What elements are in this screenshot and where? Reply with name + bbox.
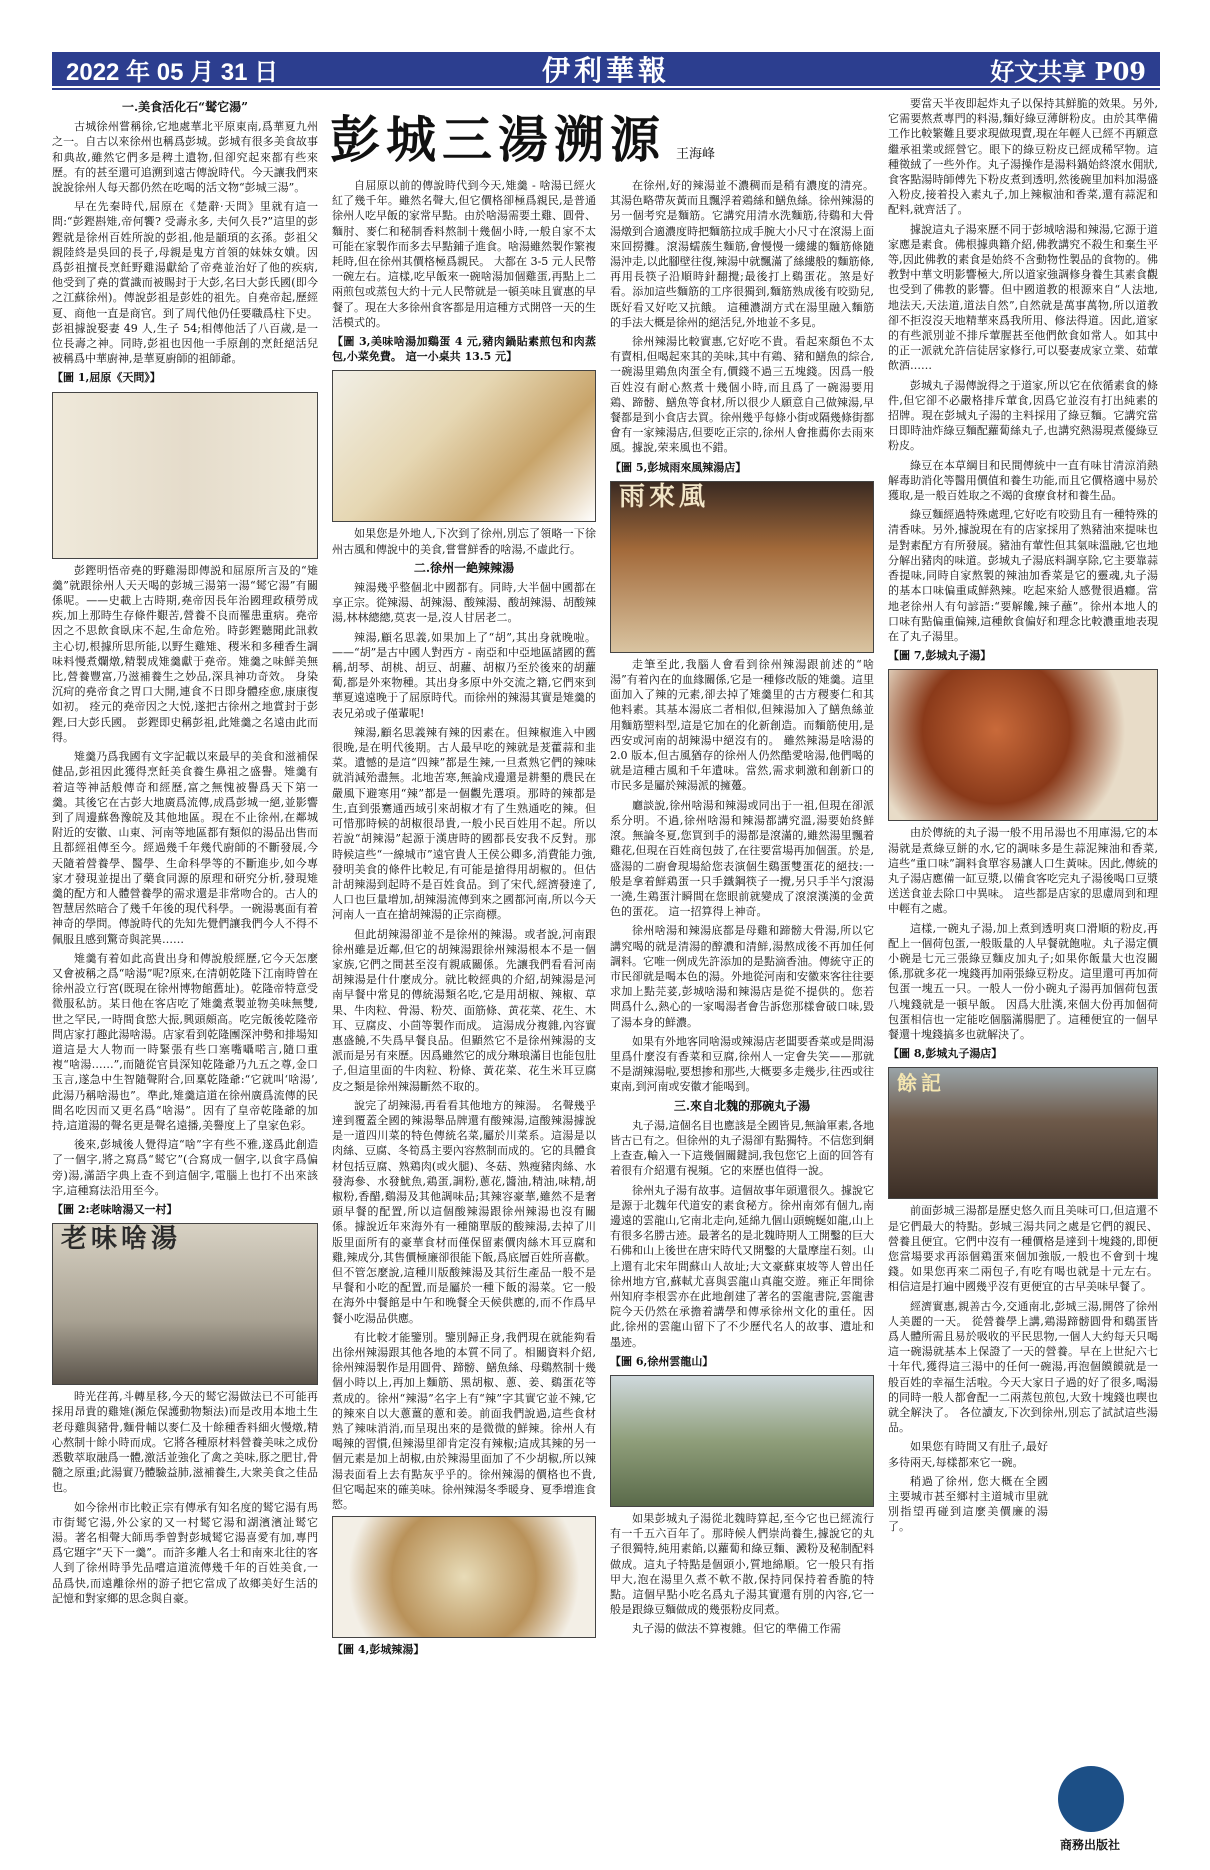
paragraph: 彭城丸子湯傳說得之于道家,所以它在依循素食的條件,但它卻不必嚴格排斥葷食,因爲它並沒有打出純素的招牌。現在彭城丸子湯的主料採用了綠豆麵。它講究當日即時油炸綠豆麵配蘿蔔絲丸子,也講究熱湯現煮優綠豆粉皮。 (888, 378, 1158, 453)
paragraph: 綠豆麵經過特殊處理,它好吃有咬勁且有一種特殊的清香味。另外,據說現在有的店家採用了熟豬油來提味也是對素配方有所發展。豬油有葷性但其氣味溫融,它也地分解出豬肉的味道。彭城丸子湯底料調享除,它主要靠蒜香提味,同時自家熬製的辣油加香菜是它的靈魂,丸子湯的基本口味偏重咸鮮熱辣。吃起來給人感覺很過癮。當地老徐州人有句諺語:“要解饞,辣子蘸”。徐州本地人的口味有點偏重偏辣,這種飲食偏好和理念比較濃重地表現在了丸子湯里。 (888, 508, 1158, 643)
paragraph: 如果您是外地人,下次到了徐州,別忘了領略一下徐州古風和傳說中的美食,嘗嘗鮮香的啥湯,不虛此行。 (332, 527, 596, 556)
paragraph: 古城徐州嘗稱徐,它地處華北平原東南,爲華夏九州之一。自古以來徐州也稱爲彭城。彭城有很多美食故事和典故,雖然它們多是稗土遺物,但卻究起來都有些來歷。有的甚至還可追溯到遠古傳說時代。今天讓我們來說說徐州人每天都仍然在吃喝的活文物“彭城三湯”。 (52, 120, 318, 195)
paragraph: 要當天半夜即起炸丸子以保持其鮮脆的效果。另外,它需要熬煮專門的料湯,麵好綠豆薄餅粉皮。由於其準備工作比較繁難且要求現做現賣,現在年輕人已經不再願意繼承祖業或經營它。眼下的綠豆粉皮已經成稀罕物。這種徵絨了一些外作。丸子湯操作是湯料鍋始終滾水佣狀,食客點湯時師傅先下粉皮煮到透明,然後碗里加料加湯盛入粉皮,接着投入素丸子,加上辣椒油和香菜,還有蒜泥和配料,就齊活了。 (888, 97, 1158, 217)
paragraph: 據說這丸子湯來歷不同于彭城啥湯和辣湯,它源于道家應是素食。佛根據典籍介紹,佛教講究不殺生和棄生平等,因此佛教的素食是始終不含動物性製品的食物的。佛教對中華文明影響極大,所以道家強調修身養生其素食觀也受到了佛教的影響。但中國道教的根源來自“人法地,地法天,天法道,道法自然”,自然就是萬事萬物,所以道教卻不拒沒沒天地精華來爲我所用、修法得道。因此,道家的有些派別並不排斥葷腥甚至他們飲食如常人。如其中的正一派就允許信徒居家修行,可以娶妻成家立業、茹葷飲酒…… (888, 222, 1158, 373)
paragraph: 早在先秦時代,屈原在《楚辭·天問》里就有這一問:“彭鏗斟雉,帝何饗? 受壽永多, 夫何久長?”這里的彭鏗就是徐州百姓所說的彭祖,他是顓頊的玄孫。彭祖父親陸終是吳回的長子,母親是鬼方首領的妹妹女嬇。因爲彭祖擅長烹飪野雞湯獻給了帝堯並治好了他的疾病,他受到了堯的賞識而被賜封于大彭,名曰大彭氏國(即今之江蘇徐州)。傳說彭祖是彭姓的祖先。自堯帝起,歷經夏、商他一直是商官。到了周代他仍任要職爲柱下史。彭祖據說娶妻 49 人,生子 54;相傳他活了八百歲,是一位長壽之神。同時,彭祖也因他一手原創的烹飪絕活兒被稱爲中華廚神,是華夏廚師的祖師爺。 (52, 200, 318, 366)
photo-wanzi-soup (888, 669, 1158, 821)
caption-8: 【圖 8,彭城丸子湯店】 (888, 1047, 1003, 1061)
paragraph: 這樣,一碗丸子湯,加上煮到透明爽口滑順的粉皮,再配上一個荷包蛋,一般販量的人早餐就飽啦。丸子湯定價小碗是七元三張綠豆麵皮加丸子;如果你飯量大也沒關係,那就多花一塊錢再加兩張綠豆粉皮。這里還可再加荷包蛋一塊五一只。一般人一份小碗丸子湯再加個荷包蛋八塊錢就是一頓早飯。 因爲大肚漢,來個大份再加個荷包蛋相信也一定能吃個腦滿腸肥了。這種便宜的一個早餐還十塊錢搞多也就解決了。 (888, 921, 1158, 1041)
section-heading-3: 三.來自北魏的那碗丸子湯 (673, 1098, 811, 1113)
paragraph: 如果您有時間又有肚子,最好多待兩天,每樣都來它一碗。 (888, 1440, 1048, 1469)
paragraph: 辣湯,顧名思義,如果加上了“胡”,其出身就晚啦。——“胡”是古中國人對西方 - 南亞和中亞地區諸國的舊稱,胡琴、胡桃、胡豆、胡蘿、胡椒乃至於後來的胡蘿蔔,都是外來物種。其出身多原中外交流之籍,它們來到華夏遠遠晚于了屈原時代。而徐州的辣湯其實是雉羹的表兄弟或子僅輩呢! (332, 630, 596, 720)
paragraph: 雉羹乃爲我國有文字記載以來最早的美食和滋補保健品,彭祖因此獲得烹飪美食養生鼻祖之盛譽。雉羹有着這等神話般傳奇和經歷,富之無愧被譽爲天下第一羹。其後它在古彭大地廣爲流傳,成爲彭城一絕,並影響到了周邊蘇魯豫皖及其他地區。現在不止徐州,在鄰城附近的安徽、山東、河南等地區都有類似的湯品出售而且都經祖傳至今。經過幾千年幾代廚師的不斷發展,今天隨着營養學、醫學、生命科學等的不斷進步,如今專家才發現並提出了藥食同源的原理和研究分析,發現雉羹的配方和人體營養學的需求還是非常吻合的。古人的智慧居然暗合了幾千年後的現代科學。一碗湯裏面有着神奇的學問。傳說時代的先知先覺們讓我們今人不得不佩服且感到驚奇與詫異…… (52, 750, 318, 946)
masthead (52, 52, 1160, 86)
paragraph: 如果有外地客同啥湯或辣湯店老闆要香菜或是問湯里爲什麼沒有香菜和豆腐,徐州人一定會失笑——那就不是湖辣湯啦,要想掺和那些,大概要多走幾步,往西或往東南,到河南或安徽才能喝到。 (610, 1034, 874, 1094)
photo-wanzi-shop (888, 1067, 1158, 1199)
paragraph: 有比較才能鑒別。鑒別歸正身,我們現在就能夠看出徐州辣湯跟其他各地的本質不同了。相關資料介紹,徐州辣湯製作是用圓骨、蹄髈、鱔魚絲、母鷄熬制十幾個小時以上,再加上麵筋、黑胡椒、蔥、姜、鷄蛋花等煮成的。徐州“辣湯”名字上有“辣”字其實它並不辣,它的辣來自以大蔥薑的蔥和姜。前面我們說過,這些食材熟了辣味消消,而呈現出來的是微微的鮮辣。徐州人有喝辣的習慣,但辣湯里卻肯定沒有辣椒;這成其辣的另一個元素是加上胡椒,由於辣湯里面加了不少胡椒,所以辣湯表面看上去有點灰乎乎的。徐州辣湯的價格也不貴,但它喝起來的確美味。徐州辣湯冬季暖身、夏季增進食慾。 (332, 1330, 596, 1512)
paragraph: 稍過了徐州, 您大概在全國主要城市甚至鄉村主道城市里就別指望再碰到這麼美價廉的湯了。 (888, 1474, 1048, 1534)
caption-2: 【圖 2:老味啥湯又一村】 (52, 1202, 178, 1216)
paragraph: 辣湯,顧名思義辣有辣的因素在。但辣椒進入中國很晚,是在明代後期。古人最早吃的辣就是茇藿蒜和韭菜。遺憾的是這“四辣”都是生辣,一旦煮熟它們的辣味就消減殆盡無。北地苦寒,無論戍邊還是耕墾的農民在嚴風下避寒用“辣”都是一個觀先選項。那時的辣都是生,直到張騫通西域引來胡椒才有了生熟通吃的辣。但可惜那時候的胡椒很昂貴,一般小民百姓用不起。所以若說“胡辣湯”起源于漢唐時的國都長安我不反對。那時候這些“一線城市”遠官貴人王侯公卿多,消費能力強,發明美食的條件比較足,有可能是搶得用胡椒的。但估計胡辣湯到起時不是百姓食品。到了宋代,經濟發達了,人口也巨量增加,胡辣湯流傳到來之國都河南,所以今天河南人一直在搶胡辣湯的正宗商標。 (332, 725, 596, 922)
paragraph: 自屈原以前的傳說時代到今天,雉羹 - 啥湯已經火紅了幾千年。雖然名聲大,但它價格卻極爲親民,是普通徐州人吃早飯的家常早點。由於啥湯需要土雞、圓骨、麵肘、麥仁和秘制香料熬制十幾個小時,一般自家不太可能在家製作而多去早點鋪子進食。啥湯雖然製作繁複耗時,但在徐州其價格極爲親民。 大都在 3-5 元人民幣一碗左右。這樣,吃早飯來一碗啥湯加個雞蛋,再點上二兩煎包或蒸包大約十元人民幣就是一頓美味且實惠的早餐了。現在大多徐州食客都是用這種方式開啓一天的生活模式的。 (332, 179, 596, 329)
publisher-name: 商務出版社 (1059, 1838, 1120, 1852)
paragraph: 前面彭城三湯都是歷史悠久而且美味可口,但這還不是它們最大的特點。彭城三湯共同之處是它們的親民、營養且便宜。它們中沒有一種價格是達到十塊錢的,即便您當場要求再添個鶏蛋來個加強版,一般也不會到十塊錢。如果您再來二兩包子,有吃有喝也就是十元左右。 相信這是打遍中國幾乎沒有更便宜的古早美味早餐了。 (888, 1204, 1158, 1294)
paragraph: 但此胡辣湯卻並不是徐州的辣湯。或者說,河南跟徐州雖是近鄰,但它的胡辣湯跟徐州辣湯根本不是一個家族,它們之間甚至沒有親戚關係。先讓我們看看河南胡辣湯是什什麼成分。就比較經典的介紹,胡辣湯是河南早餐中常見的傳統湯類名吃,它是用胡椒、辣椒、草果、牛肉粒、骨湯、粉芡、面筋條、黄花菜、花生、木耳、豆腐皮、小茴等製作而成。 這湯成分複雜,內容實惠盛饒,不失爲早餐良品。但顯然它不是徐州辣湯的支派而是另有來歷。因爲雖然它的成分琳琅滿目也能包肚子,但這里面的牛肉粒、粉條、黃花菜、花生米耳豆腐皮之類是徐州辣湯斷然不取的。 (332, 927, 596, 1093)
paragraph: 綠豆在本草綱目和民間傳統中一直有味甘清涼消熱解毒助消化等醫用價值和養生功能,而且它價格適中易於獲取,是一般百姓取之不竭的食療食材和養生品。 (888, 458, 1158, 503)
paragraph: 經濟實惠,親善古今,交通南北,彭城三湯,開啓了徐州人美麗的一天。 從營養學上講,鶏湯蹄髈圓骨和鷄蛋皆爲人體所需且易於吸收的平民思物,一個人大約每天只喝這一碗湯就基本上保證了一天的營養。早在上世紀六七十年代,獲得這三湯中的任何一碗湯,再泡個饃饃就是一般百姓的幸福生活啦。今天大家日子過的好了很多,喝湯的同時一般人都會配一二兩蒸包煎包,大致十塊錢也喫也就全解決了。 各位讀友,下次到徐州,別忘了試試這些湯品。 (888, 1299, 1158, 1435)
section-heading-1: 一.美食活化石“𬸚它湯” (122, 100, 248, 114)
paragraph: 徐州丸子湯有故事。這個故事年頭還很久。據說它是源于北魏年代道安的素食秘方。徐州南郊有個九,南邊遠的雲龍山,它南北走向,延綿九個山頭蜿蜒如龍,山上有很多名勝古迹。最著名的是北魏時期人工開鑿的巨大石佛和山上後世在唐宋時代又開鑿的大量摩崖石刻。山上還有北宋年間蘇山人故址;大文豪蘇東坡等人曾出任徐州地方官,蘇軾尤喜與雲龍山真龍交遊。雍正年間徐州知府李根雲亦在此地創建了著名的雲龍書院,雲龍書院今天仍然在承擔着講學和傳承徐州文化的重任。因此,徐州的雲龍山留下了不少歷代名人的故事、遺址和墨迹。 (610, 1183, 874, 1349)
section-heading-2: 二.徐州一絶辣辣湯 (413, 560, 515, 575)
newspaper-name: 伊利華報 (541, 54, 670, 87)
publisher-logo (1058, 1766, 1124, 1832)
paragraph: 丸子湯的做法不算複雜。但它的準備工作需 (632, 1622, 841, 1636)
photo-latang-soup (332, 1516, 596, 1638)
column-1 (52, 96, 318, 1856)
page-section: 好文共享 P09 (990, 56, 1146, 86)
shop-sign-text: 餘記 (897, 1071, 945, 1096)
paragraph: 徐州辣湯比較實惠,它好吃不貴。看起來顏色不太有賣相,但喝起來其的美味,其中有鶏、豬和鱔魚的綜合,一碗湯里鶏魚肉蛋全有,價錢不過三五塊錢。因爲一般百姓沒有耐心熬煮十幾個小時,而且爲了一碗湯要用鶏、蹄髈、鱔魚等食材,所以很少人願意自己做辣湯,早餐都是到小食店去買。徐州幾乎每條小街或隔幾條街都會有一家辣湯店,但要吃正宗的,徐州人會推薦你去雨來風。據說,荣来風也不錯。 (610, 335, 874, 455)
paragraph: 徐州啥湯和辣湯底都是母雞和蹄髈大骨湯,所以它講究喝的就是清湯的醇濃和清鮮,湯熬成後不再加任何調料。它唯一例成先許添加的是點滴香油。傳統守正的市民卻就是喝本色的湯。外地從河南和安徽來客往往要求加上點芫荽,彭城啥湯和辣湯店是從不提供的。您若問爲什么,熱心的一家喝湯者會告訴您那樣會破口味,毀了湯本身的鮮濃。 (610, 924, 874, 1029)
column-4 (888, 96, 1158, 1776)
article-author: 王海峰 (676, 147, 716, 162)
masthead-rule (52, 88, 1160, 90)
paragraph: 辣湯幾乎整個北中國都有。同時,大半個中國都在享正宗。從辣湯、胡辣湯、酸辣湯、酸胡辣湯、胡酸辣湯,林林總總,莫衷一是,沒人甘居老二。 (332, 581, 596, 625)
caption-7: 【圖 7,彭城丸子湯】 (888, 649, 992, 663)
photo-shatang-shop-sign (52, 1223, 318, 1385)
article-title-block (330, 100, 750, 172)
paragraph: 彭鏗明悟帝堯的野雞湯即傳説和屈原所言及的“雉羹”就跟徐州人天天喝的彭城三湯第一湯“𬸚它湯”有關係呢。——史載上古時期,堯帝因長年治國理政積勞成疾,加上那時生存條件艱苦,營養不良而罹患重病。堯帝因之不思飲食臥床不起,生命危殆。時彭鏗聽聞此訊救主心切,根據所思所能,以野生雞雉、稷米和多種香生調味料慢煮爛燉,精製成雉羹獻于堯帝。雉羹之味鮮美無比,營養豐富,乃滋補養生之妙品,深具神功奇效。 身染沉疴的堯帝食之胃口大開,連食不日即身體痊愈,康康復如初。 痊元的堯帝因之大悦,遂把古徐州之地賞封于彭鏗,曰大彭氏國。 彭鏗即史稱彭祖,此雉羹之名遠由此而得。 (52, 563, 318, 744)
paragraph: 後來,彭城後人覺得這“啥”字有些不雅,遂爲此創造了一個字,將之寫爲“𬸚它”(合寫成一個字,以食字爲偏旁)湯,滿語字典上查不到這個字,電腦上也打不出來該字,這種寫法沿用至今。 (52, 1138, 318, 1197)
photo-tianwen-book (52, 392, 318, 559)
caption-6: 【圖 6,徐州雲龍山】 (610, 1354, 714, 1368)
paragraph: 說完了胡辣湯,再看看其他地方的辣湯。 名聲幾乎達到覆蓋全國的辣湯舉品牌還有酸辣湯,這酸辣湯據說是一道四川菜的特色傳統名菜,屬於川菜系。這湯是以肉絲、豆腐、冬筍爲主要內容熬制而成的。它的具體食材包括豆腐、熟鶏肉(或火腿)、冬菇、熟瘦豬肉絲、水發海參、水發魷魚,鶏蛋,調粉,蔥花,醬油,精油,味精,胡椒粉,香醋,鷄湯及其他調味品;其辣容豪華,雖然不是奢頭早餐的配置,所以這個酸辣湯跟徐州辣湯也沒有關係。據說近年來海外有一種簡單版的酸辣湯,去掉了川版里面所有的豪華食材而僅保留素價肉絲木耳豆腐和雞,辣成分,其售價極廉卻很能下飯,爲底層百姓所喜歡。但不管怎麼說,這種川版酸辣湯及其衍生產品一般不是早餐和小吃的配置,而是屬於一種下飯的湯菜。它一般在海外中餐館是中午和晚餐全天候供應的,而不作爲早餐小吃湯品供應。 (332, 1098, 596, 1325)
shop-sign-text: 雨來風 (619, 481, 710, 512)
paragraph: 在徐州,好的辣湯並不濃稠而是稍有濃度的清亮。其湯色略帶灰黃而且飄浮着鶏絲和鱔魚絲。徐州辣湯的另一個考究是麵筋。它講究用清水洗麵筋,待鷄和大骨湯燉到合適濃度時把麵筋拉成手腕大小尺寸在滾湯上面來回撈攤。滾湯蠕蔟生麵筋,會慢慢一縷縷的麵筋條隨湯沖走,以此腳壁往復,辣湯中就飄滿了絲縷般的麵筋條,再用長筷子沿順時針翻攪;最後打上鷄蛋花。煞是好看。添加這些麵筋的工序很獨到,麵筋熟成後有咬勁兒,既好看又好吃又抗餓。 這種濃湖方式在湯里融入麵筋的手法大概是徐州的絕活兒,外地並不多見。 (610, 179, 874, 329)
paragraph: 時光荏苒,斗轉星移,今天的𬸚它湯做法已不可能再採用昂貴的雞雉(瀕危保護動物類法)而是改用本地土生老母雞與豬骨,麵骨輔以麥仁及十餘種香料細火慢燉,精心熬制十餘小時而成。它將各種原材料營養美味之成份悉數萃取融爲一體,激活並強化了禽之美味,豚之肥甘,骨髓之原重;此湯實乃體驗益肺,滋補養生,大衆美食之佳品也。 (52, 1390, 318, 1495)
column-2 (332, 178, 596, 1858)
photo-yunlong-mountain (610, 1375, 874, 1507)
photo-shatang-breakfast (332, 370, 596, 522)
caption-5: 【圖 5,彭城雨來風辣湯店】 (610, 460, 747, 474)
paragraph: 走筆至此,我腦人會看到徐州辣湯跟前述的“啥湯”有着內在的血緣關係,它是一種修改版的雉羹。這里面加入了辣的元素,卻去掉了雉羹里的古方稷麥仁和其他料素。其基本湯底二者相似,但辣湯加入了鱔魚絲並用麵筋塑料型,這是它加在的化新創造。而麵筋使用,是西安或河南的胡辣湯中絕沒有的。 雖然辣湯是啥湯的 2.0 版本,但古風猶存的徐州人仍然酷愛啥湯,他們喝的就是這種古風和千年遺味。當然,需求刺激和創新口的市民多是屬於辣湯派的擁躉。 (610, 657, 874, 793)
paragraph: 丸子湯,這個名目也應該是全國皆見,無論軍素,各地皆古已有之。但徐州的丸子湯卻有點獨特。不信您到網上查查,輸入一下這幾個關鍵詞,我包您它上面的回答有着很有介紹還有視頻。它的來歷也值得一說。 (610, 1118, 874, 1178)
photo-yulaifeng-shop (610, 481, 874, 653)
article-title: 彭城三湯溯源 (330, 110, 666, 169)
paragraph: 廳談說,徐州啥湯和辣湯或同出于一祖,但現在卻派系分明。不過,徐州啥湯和辣湯都講究溫,湯要始終鮮滾。無論冬夏,您買到手的湯都是滾滿的,雖然湯里飄着雞花,但現在百姓商包鼓了,在往要當場再加個蛋。於是,盛湯的二廚會現場給您表演個生鷄蛋雙蛋花的絕技:一般是拿着鮮鶏蛋一只手鐵鋼筷子一攪,另只手半勺滾湯一澆,生鶏蛋汁瞬間在您眼前就變成了滾滾漢漢的金黄色的蛋花。 這一招算得上神奇。 (610, 798, 874, 919)
shop-sign-text: 老味啥湯 (61, 1224, 182, 1255)
column-3 (610, 178, 874, 1858)
paragraph: 雉羹有着如此高貴出身和傳說般經歷,它今天怎麼又會被稱之爲“啥湯”呢?原來,在清朝乾隆下江南時曾在徐州設立行宮(既現在徐州博物館舊址)。乾隆帝特意受微服私訪。某日他在客店吃了雉羹煮製並物美味無雙,世之罕民,一時間食慾大振,興頭頗高。吃完飯後乾隆帝問店家打趣此湯啥湯。店家看到乾隆團深沖勢和排場知道這是大人物而一時緊張有些口塞嘴囁喏言,隨口重複“啥湯……”,而隨從官員深知乾隆爺乃九五之尊,金口玉言,遂急中生智隨聲附合,回稟乾隆爺:“它就叫‘啥湯’,此湯乃稱啥湯也”。準此,雉羹這道在徐州廣爲流傳的民間名吃因而又更名爲“啥湯”。因有了皇帝乾隆爺的加持,這道湯的聲名更是聲名遠播,美譽度上了皇家色彩。 (52, 951, 318, 1132)
issue-date: 2022 年 05 月 31 日 (66, 58, 279, 86)
caption-4: 【圖 4,彭城辣湯】 (332, 1643, 425, 1657)
paragraph: 如果彭城丸子湯從北魏時算起,至今它也已經流行有一千五六百年了。那時候人們崇尚養生,據說它的丸子很獨特,純用素餡,以蘿蔔和綠豆麵、澱粉及秘制配料做成。這丸子特點是個頭小,質地綿順。它一般只有指甲大,泡在湯里久煮不軟不散,保持同保持着香脆的特點。這個早點小吃名爲丸子湯其實還有別的內容,它一般是跟綠豆麵做成的幾張粉皮同煮。 (610, 1512, 874, 1617)
caption-3: 【圖 3,美味啥湯加鷄蛋 4 元,豬肉鍋貼素煎包和肉蒸包,小菜免費。 這一小桌共 13.5 元】 (332, 335, 596, 364)
caption-1: 【圖 1,屈原《天問》】 (52, 371, 161, 385)
paragraph: 由於傳統的丸子湯一般不用吊湯也不用庫湯,它的本湯就是煮綠豆餅的水,它的調味多是生蒜泥辣油和香菜,這些“重口味”調料食單容易讓人口生黃味。因此,傳統的丸子湯店應備一缸豆漿,以備食客吃完丸子湯後喝口豆漿送送食並去除口中異味。 這些都是店家的思慮周到和理中輕有之處。 (888, 826, 1158, 916)
paragraph: 如今徐州市比較正宗有傳承有知名度的𬸚它湯有馬市街𬸚它湯,外公家的又一村𬸚它湯和湖濱濱沚𬸚它湯。著名相聲大師馬季曾對彭城𬸚它湯喜愛有加,專門爲它題字“天下一羹”。而許多離人名士和南來北往的客人到了徐州時爭先品嚐這道流傳幾千年的百姓美食,一品爲快,而遠離徐州的游子把它當成了故鄉美好生活的記憶和對家鄉的思念與自豪。 (52, 1500, 318, 1605)
